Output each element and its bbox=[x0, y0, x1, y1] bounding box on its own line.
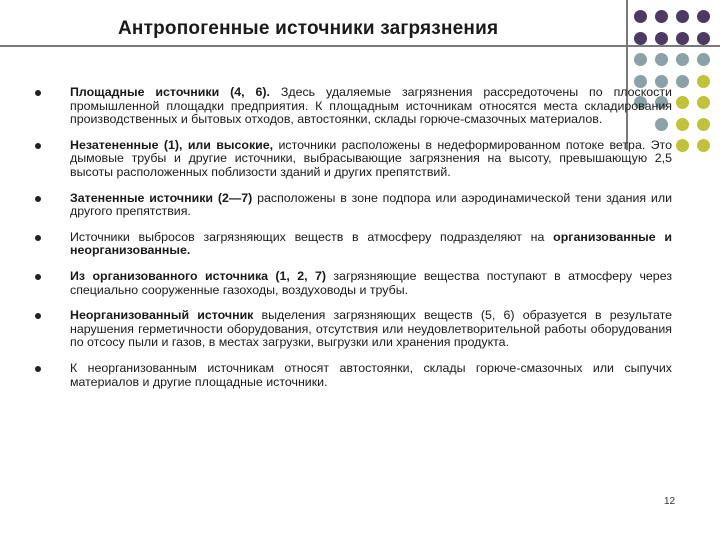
dot-yellow bbox=[697, 118, 710, 131]
slide-title: Антропогенные источники загрязнения bbox=[118, 18, 499, 39]
item-bold-lead: Из организованного источника (1, 2, 7) bbox=[70, 268, 326, 283]
dot-purple bbox=[634, 32, 647, 45]
item-text: К неорганизованным источникам относят автостоянки, склады горюче-смазочных или сыпучих материалов и другие площадные источники. bbox=[70, 360, 672, 389]
dot-purple bbox=[697, 10, 710, 23]
bullet-icon bbox=[35, 313, 41, 319]
dot-gray bbox=[634, 53, 647, 66]
list-item bbox=[70, 362, 672, 389]
list-item bbox=[70, 139, 672, 180]
dot-yellow bbox=[676, 139, 689, 152]
bullet-icon bbox=[35, 90, 41, 96]
item-text: Здесь удаляемые загрязнения рассредоточены по плоскости промышленной площадки предприятия. К площадным источникам относятся места складирования производственных и бытовых отходов, автостоянки, склады горюче-смазочных материалов. bbox=[70, 85, 672, 127]
item-text: загрязняющие вещества поступают в атмосферу через специально сооруженные газоходы, воздуховоды и трубы. bbox=[70, 268, 672, 297]
item-bold-lead: Незатененные (1), или высокие, bbox=[70, 137, 274, 152]
dot-purple bbox=[655, 10, 668, 23]
bullet-icon bbox=[35, 196, 41, 202]
dot-gray bbox=[697, 53, 710, 66]
dot-purple bbox=[655, 32, 668, 45]
item-bold-lead: Затененные источники (2—7) bbox=[70, 190, 253, 205]
dot-purple bbox=[697, 32, 710, 45]
bullet-list bbox=[70, 86, 672, 401]
item-bold-lead: Площадные источники (4, 6). bbox=[70, 85, 270, 99]
item-text: расположены в зоне подпора или аэродинамической тени здания или другого препятствия. bbox=[70, 190, 672, 219]
bullet-icon bbox=[35, 274, 41, 280]
list-item bbox=[70, 309, 672, 350]
dot-yellow bbox=[676, 96, 689, 109]
bullet-icon bbox=[35, 366, 41, 372]
dot-gray bbox=[676, 75, 689, 88]
dot-yellow bbox=[676, 118, 689, 131]
item-text: выделения загрязняющих веществ (5, 6) образуется в результате нарушения герметичности оборудования, отсутствия или неудовлетворительной работы оборудования по отсосу пыли и газов, в местах загрузки, выгрузки или хранения продукта. bbox=[70, 308, 673, 350]
dot-yellow bbox=[697, 139, 710, 152]
dot-yellow bbox=[697, 96, 710, 109]
dot-gray bbox=[676, 53, 689, 66]
item-bold-tail: организованные и неорганизованные. bbox=[70, 229, 672, 258]
list-item bbox=[70, 86, 672, 127]
horizontal-divider-line bbox=[0, 45, 720, 47]
dot-purple bbox=[676, 10, 689, 23]
dot-gray bbox=[655, 53, 668, 66]
list-item bbox=[70, 192, 672, 219]
dot-purple bbox=[676, 32, 689, 45]
item-bold-lead: Неорганизованный источник bbox=[70, 308, 254, 323]
list-item bbox=[70, 270, 672, 297]
bullet-icon bbox=[35, 143, 41, 149]
dot-purple bbox=[634, 10, 647, 23]
item-text: источники расположены в недеформированном потоке ветра. Это дымовые трубы и другие источники, выбрасывающие загрязнения на высоту, превышающую 2,5 высоты расположенных поблизости зданий и других препятствий. bbox=[70, 137, 672, 179]
bullet-icon bbox=[35, 235, 41, 241]
page-number: 12 bbox=[664, 496, 676, 507]
item-text: Источники выбросов загрязняющих веществ в атмосферу подразделяют на bbox=[70, 229, 554, 244]
list-item bbox=[70, 231, 672, 258]
dot-yellow bbox=[697, 75, 710, 88]
